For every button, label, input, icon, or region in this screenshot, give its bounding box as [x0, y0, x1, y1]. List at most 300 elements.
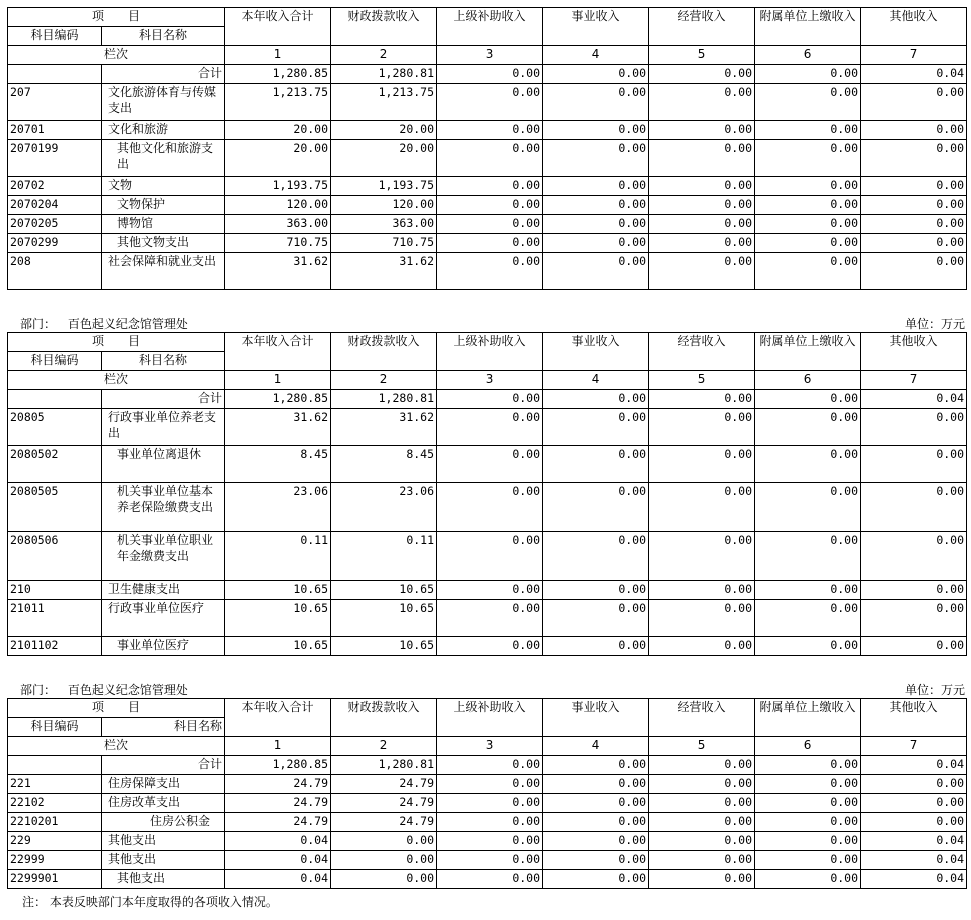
subject-name: 卫生健康支出 — [102, 581, 225, 600]
col-num: 2 — [331, 371, 437, 390]
subject-code: 21011 — [8, 600, 102, 637]
header-col-7: 其他收入 — [861, 8, 967, 46]
value-cell: 0.00 — [755, 84, 861, 121]
value-cell: 0.00 — [861, 253, 967, 290]
value-cell: 0.00 — [861, 532, 967, 581]
value-cell: 0.00 — [861, 84, 967, 121]
subject-code: 2070199 — [8, 140, 102, 177]
value-cell: 0.00 — [649, 851, 755, 870]
value-cell: 0.00 — [437, 794, 543, 813]
subject-name: 文物 — [102, 177, 225, 196]
value-cell: 0.00 — [861, 600, 967, 637]
value-cell: 0.00 — [543, 794, 649, 813]
value-cell: 0.00 — [861, 794, 967, 813]
header-col-1: 本年收入合计 — [225, 333, 331, 371]
value-cell: 0.00 — [543, 121, 649, 140]
subject-name: 博物馆 — [102, 215, 225, 234]
table-row — [8, 253, 967, 290]
value-cell: 31.62 — [225, 409, 331, 446]
col-num: 2 — [331, 46, 437, 65]
table-row — [8, 581, 967, 600]
subject-name: 其他文物支出 — [102, 234, 225, 253]
value-cell: 1,280.85 — [225, 65, 331, 84]
table-row — [8, 121, 967, 140]
value-cell: 0.00 — [437, 870, 543, 889]
value-cell: 0.00 — [755, 234, 861, 253]
value-cell: 1,193.75 — [331, 177, 437, 196]
value-cell: 10.65 — [225, 637, 331, 656]
value-cell: 0.11 — [331, 532, 437, 581]
subject-code: 2299901 — [8, 870, 102, 889]
value-cell: 24.79 — [331, 794, 437, 813]
table-row — [8, 813, 967, 832]
value-cell: 1,280.85 — [225, 756, 331, 775]
value-cell: 0.00 — [543, 140, 649, 177]
value-cell: 0.00 — [755, 390, 861, 409]
value-cell: 0.04 — [861, 756, 967, 775]
value-cell: 0.00 — [437, 832, 543, 851]
value-cell: 0.00 — [755, 140, 861, 177]
value-cell: 0.00 — [755, 600, 861, 637]
table-row — [8, 483, 967, 532]
value-cell: 0.00 — [649, 532, 755, 581]
value-cell: 0.00 — [861, 409, 967, 446]
subject-code: 210 — [8, 581, 102, 600]
value-cell: 0.00 — [543, 253, 649, 290]
subject-name: 文物保护 — [102, 196, 225, 215]
header-col-4: 事业收入 — [543, 699, 649, 737]
header-col-6: 附属单位上缴收入 — [755, 8, 861, 46]
value-cell: 0.00 — [437, 851, 543, 870]
col-num: 7 — [861, 737, 967, 756]
value-cell: 0.00 — [649, 581, 755, 600]
value-cell: 0.00 — [543, 813, 649, 832]
value-cell: 0.00 — [755, 813, 861, 832]
value-cell: 23.06 — [225, 483, 331, 532]
table-row — [8, 870, 967, 889]
value-cell: 0.00 — [649, 196, 755, 215]
value-cell: 0.04 — [861, 851, 967, 870]
value-cell: 24.79 — [225, 775, 331, 794]
subject-code: 2080506 — [8, 532, 102, 581]
subject-name: 其他支出 — [102, 851, 225, 870]
value-cell: 0.00 — [755, 215, 861, 234]
col-num: 5 — [649, 737, 755, 756]
value-cell: 1,280.81 — [331, 65, 437, 84]
value-cell: 0.00 — [649, 775, 755, 794]
value-cell: 0.00 — [649, 600, 755, 637]
value-cell: 0.00 — [649, 84, 755, 121]
header-code: 科目编码 — [8, 352, 102, 371]
dept-label: 部门： — [20, 317, 57, 331]
value-cell: 0.00 — [755, 637, 861, 656]
value-cell: 0.00 — [755, 65, 861, 84]
value-cell: 0.00 — [649, 870, 755, 889]
subject-name: 住房保障支出 — [102, 775, 225, 794]
value-cell: 0.00 — [649, 65, 755, 84]
header-xiangmu: 项 目 — [8, 333, 225, 352]
subject-name: 机关事业单位职业年金缴费支出 — [102, 532, 225, 581]
subject-code: 2070204 — [8, 196, 102, 215]
value-cell: 0.00 — [543, 581, 649, 600]
value-cell: 0.00 — [437, 775, 543, 794]
value-cell: 0.00 — [437, 196, 543, 215]
value-cell: 0.00 — [755, 832, 861, 851]
value-cell: 0.00 — [649, 390, 755, 409]
header-col-5: 经营收入 — [649, 8, 755, 46]
value-cell: 0.00 — [755, 775, 861, 794]
value-cell: 0.00 — [649, 832, 755, 851]
subject-name: 行政事业单位养老支出 — [102, 409, 225, 446]
subject-code: 2070299 — [8, 234, 102, 253]
value-cell: 0.00 — [437, 234, 543, 253]
value-cell: 0.00 — [649, 637, 755, 656]
value-cell: 0.00 — [437, 177, 543, 196]
subject-code: 207 — [8, 84, 102, 121]
subject-name: 住房公积金 — [102, 813, 225, 832]
col-num: 2 — [331, 737, 437, 756]
value-cell: 0.00 — [543, 234, 649, 253]
subject-code: 229 — [8, 832, 102, 851]
header-col-1: 本年收入合计 — [225, 699, 331, 737]
value-cell: 31.62 — [331, 409, 437, 446]
subject-name: 机关事业单位基本养老保险缴费支出 — [102, 483, 225, 532]
value-cell: 0.00 — [755, 870, 861, 889]
table-row — [8, 832, 967, 851]
subject-name: 文化和旅游 — [102, 121, 225, 140]
col-num: 6 — [755, 46, 861, 65]
value-cell: 0.00 — [861, 813, 967, 832]
value-cell: 0.00 — [437, 637, 543, 656]
table-row — [8, 215, 967, 234]
value-cell: 0.00 — [649, 813, 755, 832]
income-table-2 — [7, 332, 967, 656]
income-table-3 — [7, 698, 967, 889]
total-code-cell — [8, 756, 102, 775]
value-cell: 0.00 — [649, 140, 755, 177]
value-cell: 120.00 — [225, 196, 331, 215]
subject-code: 2080502 — [8, 446, 102, 483]
value-cell: 0.00 — [437, 409, 543, 446]
table-row — [8, 446, 967, 483]
value-cell: 0.00 — [861, 215, 967, 234]
header-code: 科目编码 — [8, 718, 102, 737]
value-cell: 0.00 — [331, 870, 437, 889]
value-cell: 0.00 — [755, 121, 861, 140]
value-cell: 31.62 — [331, 253, 437, 290]
value-cell: 0.00 — [649, 253, 755, 290]
value-cell: 0.00 — [543, 446, 649, 483]
value-cell: 0.00 — [437, 215, 543, 234]
value-cell: 1,280.81 — [331, 756, 437, 775]
value-cell: 0.00 — [437, 390, 543, 409]
value-cell: 1,280.85 — [225, 390, 331, 409]
value-cell: 0.00 — [649, 756, 755, 775]
subject-code: 2101102 — [8, 637, 102, 656]
subject-name: 住房改革支出 — [102, 794, 225, 813]
value-cell: 24.79 — [225, 813, 331, 832]
section-body — [8, 333, 967, 656]
table-row — [8, 794, 967, 813]
value-cell: 0.00 — [437, 813, 543, 832]
header-col-6: 附属单位上缴收入 — [755, 333, 861, 371]
col-num: 1 — [225, 371, 331, 390]
footnote: 注： 本表反映部门本年度取得的各项收入情况。 — [22, 895, 278, 909]
table-section-3 — [7, 698, 967, 889]
value-cell: 0.04 — [861, 65, 967, 84]
dept-line-3 — [20, 681, 188, 698]
table-row — [8, 851, 967, 870]
table-row — [8, 532, 967, 581]
table-row — [8, 177, 967, 196]
table-row — [8, 140, 967, 177]
value-cell: 0.00 — [543, 177, 649, 196]
value-cell: 0.00 — [543, 600, 649, 637]
value-cell: 24.79 — [225, 794, 331, 813]
header-col-6: 附属单位上缴收入 — [755, 699, 861, 737]
value-cell: 0.00 — [543, 65, 649, 84]
value-cell: 0.04 — [861, 870, 967, 889]
value-cell: 0.00 — [649, 409, 755, 446]
value-cell: 0.00 — [755, 446, 861, 483]
value-cell: 0.00 — [437, 121, 543, 140]
value-cell: 0.00 — [755, 177, 861, 196]
value-cell: 363.00 — [225, 215, 331, 234]
table-row — [8, 84, 967, 121]
col-num: 7 — [861, 371, 967, 390]
total-row — [8, 65, 967, 84]
value-cell: 8.45 — [225, 446, 331, 483]
table-row — [8, 234, 967, 253]
value-cell: 0.00 — [861, 637, 967, 656]
value-cell: 0.04 — [861, 390, 967, 409]
header-xiangmu: 项 目 — [8, 699, 225, 718]
total-label: 合计 — [102, 390, 225, 409]
subject-code: 20805 — [8, 409, 102, 446]
value-cell: 0.00 — [543, 532, 649, 581]
total-code-cell — [8, 65, 102, 84]
value-cell: 0.00 — [755, 483, 861, 532]
value-cell: 0.00 — [543, 832, 649, 851]
header-col-4: 事业收入 — [543, 333, 649, 371]
header-lanci: 栏次 — [8, 371, 225, 390]
value-cell: 1,280.81 — [331, 390, 437, 409]
value-cell: 0.04 — [861, 832, 967, 851]
value-cell: 23.06 — [331, 483, 437, 532]
col-num: 1 — [225, 46, 331, 65]
subject-code: 20701 — [8, 121, 102, 140]
header-col-3: 上级补助收入 — [437, 333, 543, 371]
value-cell: 10.65 — [331, 581, 437, 600]
value-cell: 0.00 — [755, 532, 861, 581]
value-cell: 0.00 — [861, 483, 967, 532]
value-cell: 0.00 — [437, 483, 543, 532]
dept-name: 百色起义纪念馆管理处 — [67, 317, 188, 331]
value-cell: 0.00 — [437, 446, 543, 483]
value-cell: 0.00 — [543, 196, 649, 215]
header-col-2: 财政拨款收入 — [331, 699, 437, 737]
subject-name: 其他文化和旅游支出 — [102, 140, 225, 177]
header-lanci: 栏次 — [8, 737, 225, 756]
value-cell: 0.00 — [649, 215, 755, 234]
value-cell: 0.00 — [861, 234, 967, 253]
header-xiangmu: 项 目 — [8, 8, 225, 27]
value-cell: 710.75 — [331, 234, 437, 253]
value-cell: 0.00 — [649, 794, 755, 813]
value-cell: 0.00 — [543, 870, 649, 889]
subject-name: 事业单位离退休 — [102, 446, 225, 483]
subject-name: 事业单位医疗 — [102, 637, 225, 656]
subject-code: 208 — [8, 253, 102, 290]
value-cell: 1,213.75 — [331, 84, 437, 121]
subject-code: 22102 — [8, 794, 102, 813]
header-name: 科目名称 — [102, 352, 225, 371]
value-cell: 0.00 — [543, 390, 649, 409]
subject-name: 行政事业单位医疗 — [102, 600, 225, 637]
value-cell: 20.00 — [225, 121, 331, 140]
subject-code: 2080505 — [8, 483, 102, 532]
header-col-5: 经营收入 — [649, 699, 755, 737]
subject-name: 文化旅游体育与传媒支出 — [102, 84, 225, 121]
col-num: 4 — [543, 46, 649, 65]
value-cell: 0.00 — [649, 121, 755, 140]
subject-code: 22999 — [8, 851, 102, 870]
value-cell: 0.00 — [437, 581, 543, 600]
value-cell: 0.00 — [437, 84, 543, 121]
header-col-2: 财政拨款收入 — [331, 333, 437, 371]
col-num: 5 — [649, 46, 755, 65]
table-row — [8, 637, 967, 656]
value-cell: 0.04 — [225, 832, 331, 851]
value-cell: 10.65 — [331, 637, 437, 656]
value-cell: 0.00 — [861, 196, 967, 215]
value-cell: 363.00 — [331, 215, 437, 234]
value-cell: 0.00 — [755, 409, 861, 446]
value-cell: 0.00 — [755, 253, 861, 290]
value-cell: 0.00 — [543, 756, 649, 775]
value-cell: 0.00 — [543, 851, 649, 870]
value-cell: 0.00 — [437, 65, 543, 84]
value-cell: 24.79 — [331, 775, 437, 794]
value-cell: 0.00 — [861, 446, 967, 483]
table-row — [8, 196, 967, 215]
value-cell: 24.79 — [331, 813, 437, 832]
subject-code: 20702 — [8, 177, 102, 196]
value-cell: 0.00 — [649, 234, 755, 253]
value-cell: 8.45 — [331, 446, 437, 483]
col-num: 3 — [437, 737, 543, 756]
value-cell: 0.04 — [225, 851, 331, 870]
header-code: 科目编码 — [8, 27, 102, 46]
unit-label-2: 单位：万元 — [904, 317, 965, 331]
subject-name: 其他支出 — [102, 832, 225, 851]
col-num: 5 — [649, 371, 755, 390]
header-col-7: 其他收入 — [861, 699, 967, 737]
value-cell: 0.00 — [755, 196, 861, 215]
value-cell: 0.00 — [649, 446, 755, 483]
value-cell: 0.00 — [861, 581, 967, 600]
header-col-1: 本年收入合计 — [225, 8, 331, 46]
table-section-1 — [7, 7, 967, 290]
header-col-2: 财政拨款收入 — [331, 8, 437, 46]
header-lanci: 栏次 — [8, 46, 225, 65]
value-cell: 0.00 — [649, 177, 755, 196]
value-cell: 0.00 — [861, 177, 967, 196]
dept-line-2 — [20, 315, 188, 332]
value-cell: 20.00 — [331, 121, 437, 140]
dept-label: 部门： — [20, 683, 57, 697]
section-body — [8, 8, 967, 290]
table-row — [8, 775, 967, 794]
value-cell: 10.65 — [225, 581, 331, 600]
dept-name: 百色起义纪念馆管理处 — [67, 683, 188, 697]
value-cell: 10.65 — [331, 600, 437, 637]
subject-code: 2210201 — [8, 813, 102, 832]
subject-name: 社会保障和就业支出 — [102, 253, 225, 290]
value-cell: 0.00 — [649, 483, 755, 532]
value-cell: 0.11 — [225, 532, 331, 581]
col-num: 6 — [755, 737, 861, 756]
col-num: 1 — [225, 737, 331, 756]
subject-code: 221 — [8, 775, 102, 794]
value-cell: 0.00 — [437, 756, 543, 775]
value-cell: 0.00 — [437, 532, 543, 581]
col-num: 7 — [861, 46, 967, 65]
value-cell: 0.00 — [861, 775, 967, 794]
header-name: 科目名称 — [102, 718, 225, 737]
value-cell: 120.00 — [331, 196, 437, 215]
value-cell: 0.00 — [543, 409, 649, 446]
header-col-5: 经营收入 — [649, 333, 755, 371]
subject-name: 其他支出 — [102, 870, 225, 889]
col-num: 4 — [543, 737, 649, 756]
total-code-cell — [8, 390, 102, 409]
value-cell: 0.00 — [755, 581, 861, 600]
section-body — [8, 699, 967, 889]
header-name: 科目名称 — [102, 27, 225, 46]
header-col-3: 上级补助收入 — [437, 699, 543, 737]
value-cell: 0.00 — [861, 140, 967, 177]
value-cell: 1,213.75 — [225, 84, 331, 121]
value-cell: 0.00 — [543, 775, 649, 794]
value-cell: 0.00 — [755, 756, 861, 775]
value-cell: 0.00 — [331, 851, 437, 870]
value-cell: 0.00 — [437, 600, 543, 637]
value-cell: 0.00 — [543, 215, 649, 234]
income-table-1 — [7, 7, 967, 290]
value-cell: 1,193.75 — [225, 177, 331, 196]
total-row — [8, 756, 967, 775]
subject-code: 2070205 — [8, 215, 102, 234]
value-cell: 0.00 — [861, 121, 967, 140]
value-cell: 20.00 — [331, 140, 437, 177]
value-cell: 0.04 — [225, 870, 331, 889]
table-row — [8, 600, 967, 637]
value-cell: 31.62 — [225, 253, 331, 290]
value-cell: 0.00 — [543, 84, 649, 121]
value-cell: 710.75 — [225, 234, 331, 253]
header-col-7: 其他收入 — [861, 333, 967, 371]
table-row — [8, 409, 967, 446]
header-col-3: 上级补助收入 — [437, 8, 543, 46]
value-cell: 10.65 — [225, 600, 331, 637]
col-num: 4 — [543, 371, 649, 390]
value-cell: 0.00 — [755, 851, 861, 870]
col-num: 3 — [437, 371, 543, 390]
value-cell: 0.00 — [437, 253, 543, 290]
table-section-2 — [7, 332, 967, 656]
col-num: 6 — [755, 371, 861, 390]
